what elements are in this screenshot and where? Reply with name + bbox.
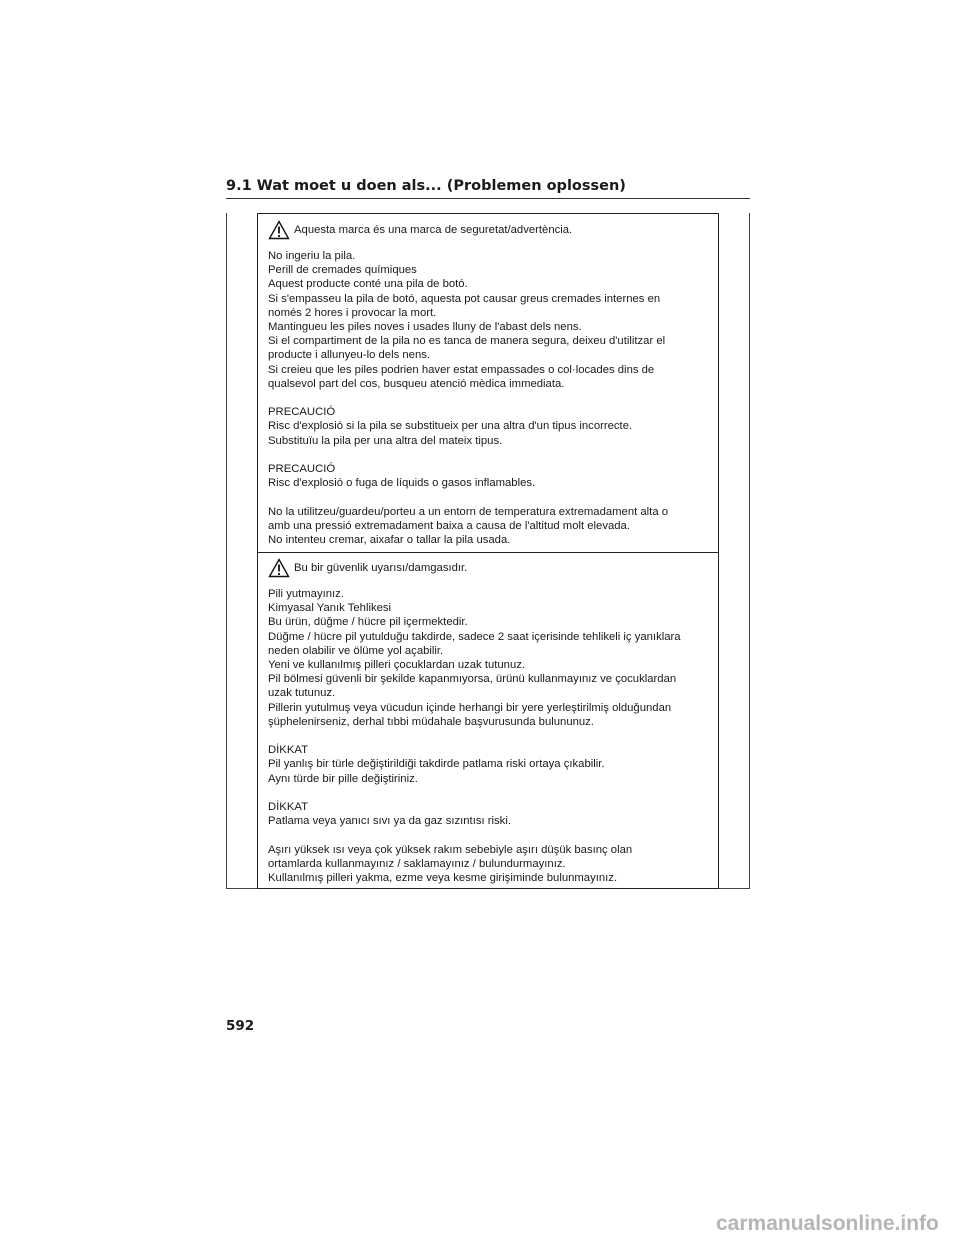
text-line: Yeni ve kullanılmış pilleri çocuklardan uzak tutunuz. <box>268 659 526 672</box>
text-line: No intenteu cremar, aixafar o tallar la pila usada. <box>268 534 511 547</box>
text-line: DİKKAT <box>268 801 308 814</box>
text-line: Risc d'explosió si la pila se substitueix per una altra d'un tipus incorrecte. <box>268 420 633 433</box>
text-line: només 2 hores i provocar la mort. <box>268 306 437 319</box>
paragraph <box>268 743 708 786</box>
warning-triangle-icon <box>268 558 290 578</box>
section-body <box>268 587 708 885</box>
text-line: No la utilitzeu/guardeu/porteu a un entorn de temperatura extremadament alta o <box>268 505 669 518</box>
text-line: DİKKAT <box>268 744 308 757</box>
section-title-row <box>268 219 708 241</box>
text-line: şüphelenirseniz, derhal tıbbi müdahale başvurusunda bulununuz. <box>268 715 594 728</box>
text-line: amb una pressió extremadament baixa a causa de l'altitud molt elevada. <box>268 519 630 532</box>
section-title: Bu bir güvenlik uyarısı/damgasıdır. <box>294 562 468 574</box>
section-body <box>268 249 708 547</box>
text-line: Pil yanlış bir türle değiştirildiği takdirde patlama riski ortaya çıkabilir. <box>268 758 605 771</box>
text-line: Pillerin yutulmuş veya vücudun içinde herhangi bir yere yerleştirilmiş olduğundan <box>268 701 672 714</box>
text-line: Pili yutmayınız. <box>268 588 344 600</box>
paragraph <box>268 462 708 490</box>
text-line: neden olabilir ve ölüme yol açabilir. <box>268 644 444 657</box>
text-line: Kimyasal Yanık Tehlikesi <box>268 602 392 615</box>
text-line: Patlama veya yanıcı sıvı ya da gaz sızıntısı riski. <box>268 815 511 828</box>
text-line: Bu ürün, düğme / hücre pil içermektedir. <box>268 616 468 629</box>
section-title: Aquesta marca és una marca de seguretat/advertència. <box>294 224 573 236</box>
paragraph <box>268 505 708 548</box>
warning-triangle-icon <box>268 220 290 240</box>
page-header-title: 9.1 Wat moet u doen als... (Problemen oplossen) <box>226 178 750 199</box>
text-line: uzak tutunuz. <box>268 687 336 700</box>
text-line: ortamlarda kullanmayınız / saklamayınız / bulundurmayınız. <box>268 857 566 870</box>
text-line: Si el compartiment de la pila no es tanca de manera segura, deixeu d'utilitzar el <box>268 335 666 348</box>
text-line: Kullanılmış pilleri yakma, ezme veya kesme girişiminde bulunmayınız. <box>268 872 618 885</box>
text-line: Si creieu que les piles podrien haver estat empassades o col·locades dins de <box>268 363 655 376</box>
paragraph <box>268 405 708 448</box>
text-line: Pil bölmesi güvenli bir şekilde kapanmıyorsa, ürünü kullanmayınız ve çocuklardan <box>268 673 677 686</box>
paragraph <box>268 587 708 729</box>
warning-box <box>257 213 719 889</box>
section-turkish <box>258 552 718 888</box>
section-catalan <box>258 214 718 552</box>
text-line: No ingeriu la pila. <box>268 250 356 262</box>
page-number: 592 <box>226 1018 255 1034</box>
paragraph <box>268 249 708 391</box>
text-line: Substituïu la pila per una altra del mateix tipus. <box>268 434 503 447</box>
text-line: PRECAUCIÓ <box>268 406 336 419</box>
paragraph <box>268 843 708 886</box>
paragraph <box>268 800 708 828</box>
text-line: Risc d'explosió o fuga de líquids o gasos inflamables. <box>268 477 536 490</box>
text-line: PRECAUCIÓ <box>268 463 336 476</box>
text-line: Perill de cremades químiques <box>268 264 417 277</box>
text-line: producte i allunyeu-lo dels nens. <box>268 349 431 362</box>
text-line: Si s'empasseu la pila de botó, aquesta pot causar greus cremades internes en <box>268 292 661 305</box>
text-line: Düğme / hücre pil yutulduğu takdirde, sadece 2 saat içerisinde tehlikeli iç yanıklara <box>268 630 681 643</box>
text-line: Aynı türde bir pille değiştiriniz. <box>268 772 418 785</box>
text-line: qualsevol part del cos, busqueu atenció mèdica immediata. <box>268 377 565 390</box>
text-line: Aşırı yüksek ısı veya çok yüksek rakım sebebiyle aşırı düşük basınç olan <box>268 843 633 856</box>
watermark: carmanualsonline.info <box>716 1212 939 1235</box>
text-line: Mantingueu les piles noves i usades lluny de l'abast dels nens. <box>268 321 582 334</box>
section-title-row <box>268 557 708 579</box>
text-line: Aquest producte conté una pila de botó. <box>268 278 468 291</box>
